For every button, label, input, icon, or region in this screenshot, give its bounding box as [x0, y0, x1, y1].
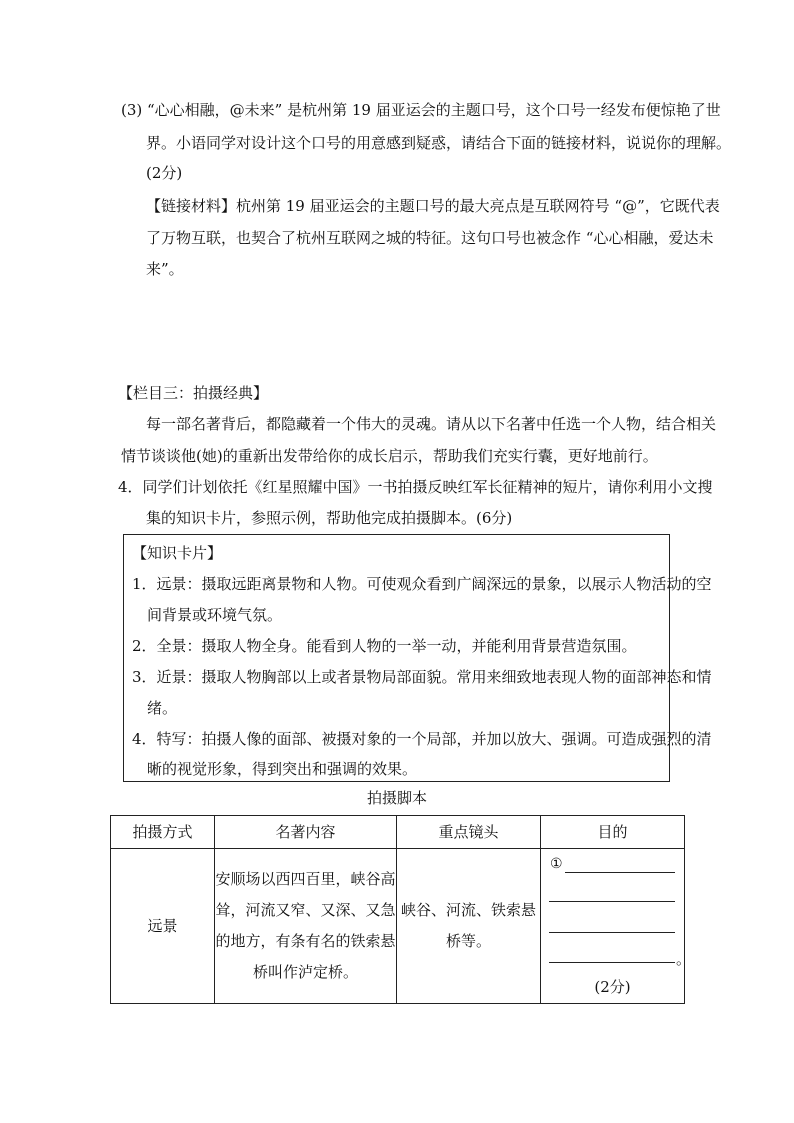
header-method: 拍摄方式: [111, 816, 215, 849]
q3-material-line-2: 了万物互联，也契合了杭州互联网之城的特征。这句口号也被念作 “心心相融，爱达未: [146, 229, 714, 247]
cell-shots: [397, 849, 541, 1004]
cell-content: [215, 849, 397, 1004]
q4-line-1: 4．同学们计划依托《红星照耀中国》一书拍摄反映红军长征精神的短片，请你利用小文搜: [118, 478, 713, 496]
table-caption: 拍摄脚本: [367, 789, 428, 807]
section-title: 【栏目三：拍摄经典】: [118, 384, 269, 402]
content-line: 安顺场以西四百里，峡谷高: [215, 870, 396, 888]
goal-score: (2分): [594, 978, 631, 996]
table-header-row: [111, 816, 685, 849]
answer-blank-line[interactable]: [549, 901, 675, 902]
q4-line-2: 集的知识卡片，参照示例，帮助他完成拍摄脚本。(6分): [146, 509, 513, 527]
q3-material-line-3: 来”。: [146, 260, 184, 278]
card-title: 【知识卡片】: [132, 544, 223, 562]
q3-material-line-1: 【链接材料】杭州第 19 届亚运会的主题口号的最大亮点是互联网符号 “@”，它既代表: [146, 197, 720, 215]
q3-line-2: 界。小语同学对设计这个口号的用意感到疑惑，请结合下面的链接材料，说说你的理解。: [146, 134, 732, 152]
cell-method: 远景: [111, 849, 215, 1004]
content-line: 耸，河流又窄、又深、又急: [215, 901, 396, 919]
cell-goal[interactable]: [541, 849, 692, 1004]
shooting-script-table: [110, 815, 692, 1004]
answer-number-1: ①: [550, 856, 563, 872]
card-item-4: 4．特写：拍摄人像的面部、被摄对象的一个局部，并加以放大、强调。可造成强烈的清: [132, 730, 712, 748]
answer-end-period: 。: [676, 950, 692, 968]
card-item-1: 1．远景：摄取远距离景物和人物。可使观众看到广阔深远的景象，以展示人物活动的空: [132, 575, 712, 593]
header-shots: 重点镜头: [397, 816, 541, 849]
card-item-3-cont: 绪。: [147, 699, 178, 717]
shots-line: 峡谷、河流、铁索悬: [400, 901, 536, 919]
header-content: 名著内容: [215, 816, 397, 849]
card-item-3: 3．近景：摄取人物胸部以上或者景物局部面貌。常用来细致地表现人物的面部神态和情: [132, 668, 712, 686]
answer-blank-line[interactable]: [549, 932, 675, 933]
answer-blank-line[interactable]: [549, 962, 675, 963]
shots-line: 桥等。: [445, 932, 491, 950]
answer-blank-line[interactable]: [565, 872, 675, 873]
table-row: [111, 849, 685, 1004]
header-goal: 目的: [541, 816, 685, 849]
knowledge-card: [123, 534, 712, 782]
section-intro-line-1: 每一部名著背后，都隐藏着一个伟大的灵魂。请从以下名著中任选一个人物，结合相关: [146, 415, 717, 433]
card-item-2: 2．全景：摄取人物全身。能看到人物的一举一动，并能利用背景营造氛围。: [132, 637, 637, 655]
content-line: 的地方，有条有名的铁索悬: [215, 932, 396, 950]
q3-score: (2分): [146, 164, 183, 182]
card-item-4-cont: 晰的视觉形象，得到突出和强调的效果。: [147, 760, 418, 778]
q3-line-1: (3) “心心相融，@未来” 是杭州第 19 届亚运会的主题口号，这个口号一经发布便惊艳了世: [121, 101, 721, 119]
section-intro-line-2: 情节谈谈他(她)的重新出发带给你的成长启示，帮助我们充实行囊，更好地前行。: [121, 447, 658, 465]
content-line: 桥叫作泸定桥。: [252, 963, 358, 981]
card-item-1-cont: 间背景或环境气氛。: [147, 606, 283, 624]
